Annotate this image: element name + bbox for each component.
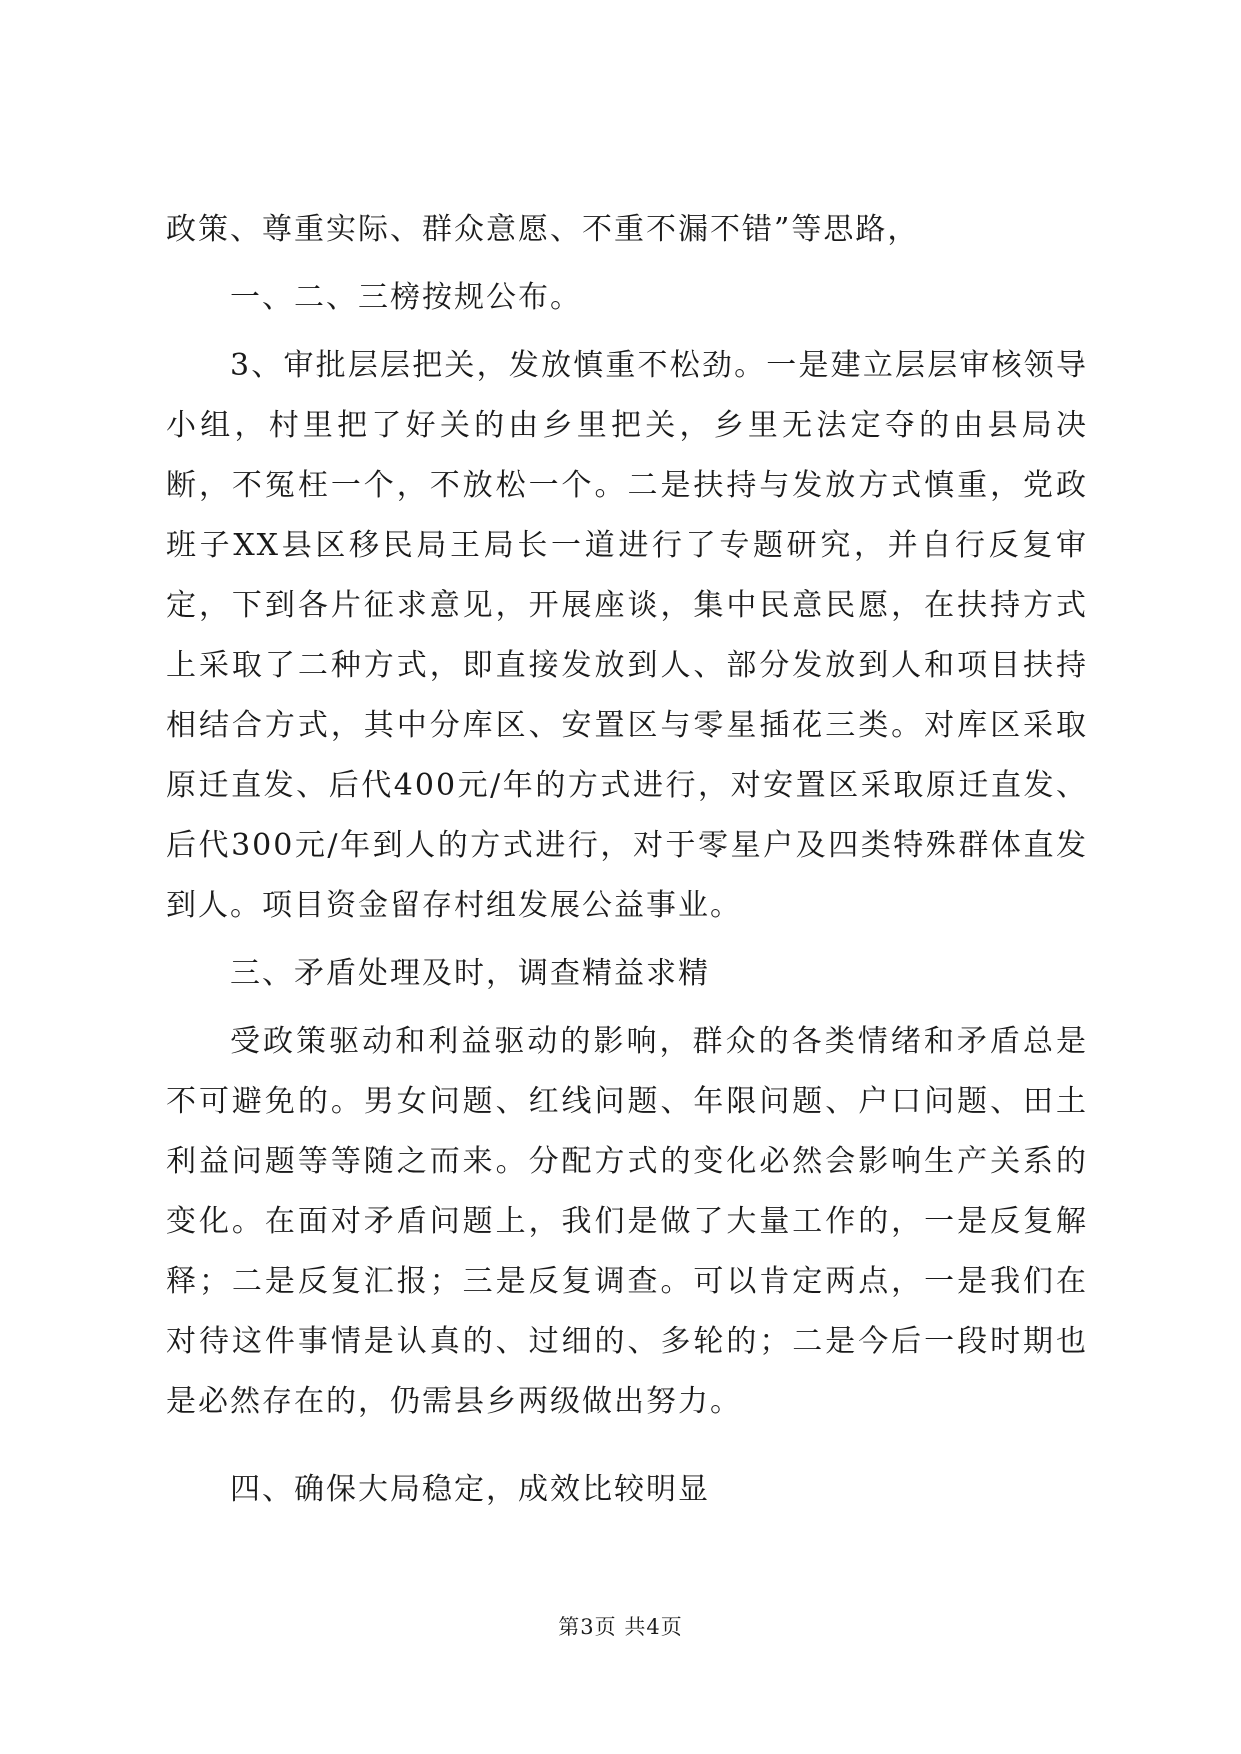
paragraph-list-publish: 一、二、三榜按规公布。: [230, 280, 582, 315]
paragraph-approval: 3、审批层层把关，发放慎重不松劲。一是建立层层审核领导小组，村里把了好关的由乡里把关，乡里无法定夺的由县局决断，不冤枉一个，不放松一个。二是扶持与发放方式慎重，党政班子XX县区移民局王局长一道进行了专题研究，并自行反复审定，下到各片征求意见，开展座谈，集中民意民愿，在扶持方式上采取了二种方式，即直接发放到人、部分发放到人和项目扶持相结合方式，其中分库区、安置区与零星插花三类。对库区采取原迁直发、后代400元/年的方式进行，对安置区采取原迁直发、后代300元/年到人的方式进行，对于零星户及四类特殊群体直发到人。项目资金留存村组发展公益事业。: [166, 348, 1088, 923]
paragraph-conflicts: 受政策驱动和利益驱动的影响，群众的各类情绪和矛盾总是不可避免的。男女问题、红线问题、年限问题、户口问题、田土利益问题等等随之而来。分配方式的变化必然会影响生产关系的变化。在面对矛盾问题上，我们是做了大量工作的，一是反复解释；二是反复汇报；三是反复调查。可以肯定两点，一是我们在对待这件事情是认真的、过细的、多轮的；二是今后一段时期也是必然存在的，仍需县乡两级做出努力。: [166, 1024, 1088, 1419]
section-heading-four: 四、确保大局稳定，成效比较明显: [230, 1472, 710, 1507]
page-number-footer: 第3页 共4页: [558, 1615, 683, 1639]
paragraph-continuation: 政策、尊重实际、群众意愿、不重不漏不错”等思路，: [166, 212, 920, 247]
section-heading-three: 三、矛盾处理及时，调查精益求精: [230, 956, 710, 991]
document-body: [166, 200, 1088, 1520]
